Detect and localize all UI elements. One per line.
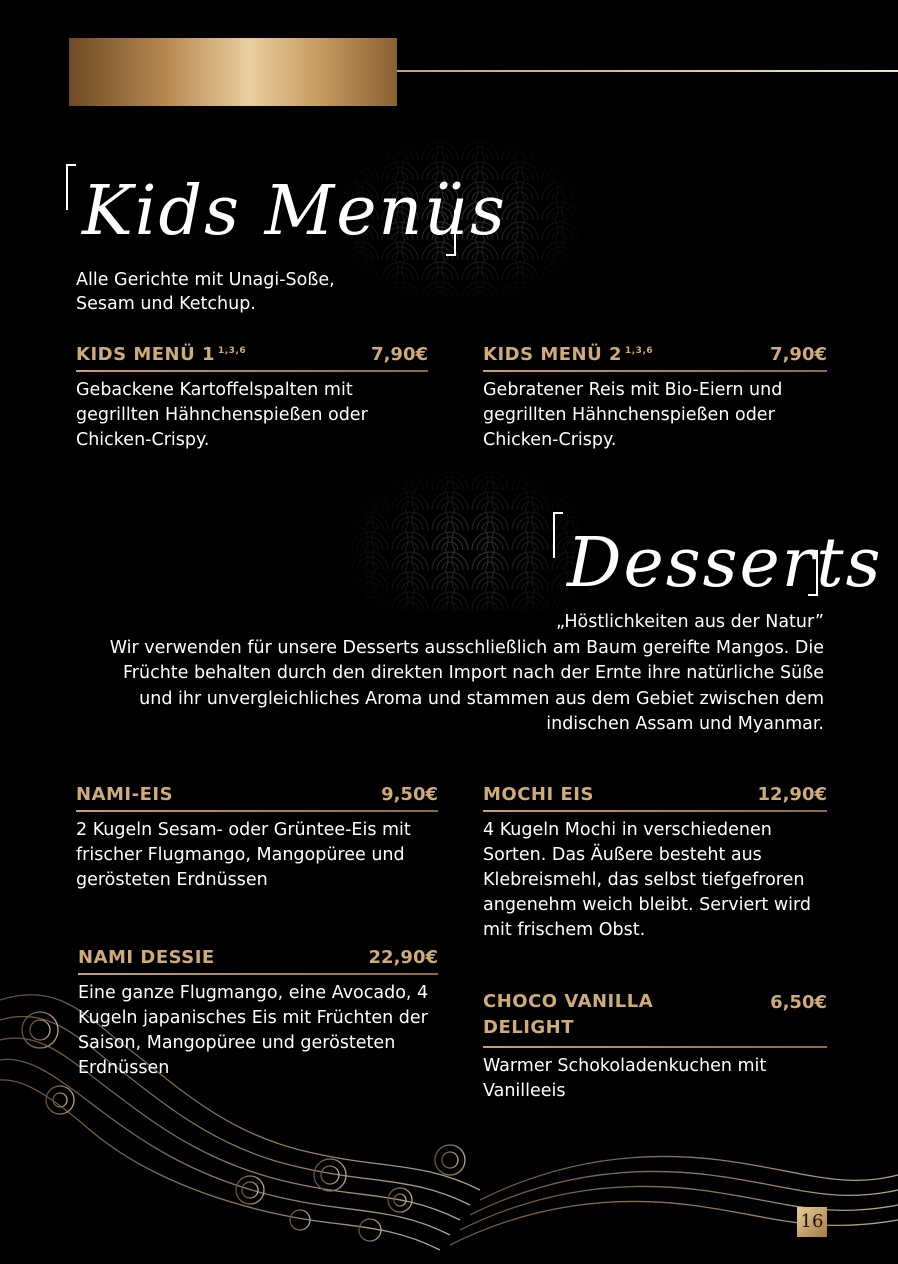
desserts-section-title: Desserts bbox=[567, 524, 883, 603]
item-name: NAMI-EIS bbox=[76, 784, 174, 805]
gold-header-line bbox=[397, 70, 898, 72]
kids-section-title: Kids Menüs bbox=[82, 172, 507, 251]
item-name: MOCHI EIS bbox=[483, 784, 594, 805]
menu-item-kids-1 bbox=[76, 340, 428, 453]
kids-title-bracket-open bbox=[66, 164, 76, 210]
desserts-title-bracket-close bbox=[808, 550, 818, 596]
gold-header-bar bbox=[69, 38, 397, 106]
allergen-codes: 1,3,6 bbox=[218, 346, 247, 356]
item-price: 9,50€ bbox=[381, 784, 438, 805]
quote-text: Wir verwenden für unsere Desserts ausschließlich am Baum gereifte Mangos. Die Früchte behalten durch den direkten Import nach der Ernte ihre natürliche Süße und ihr unvergleichliches Aroma und stammen aus dem Gebiet zwischen dem indischen Assam und Myanmar. bbox=[109, 637, 824, 734]
quote-title: „Höstlichkeiten aus der Natur” bbox=[555, 612, 824, 632]
item-description: 4 Kugeln Mochi in verschiedenen Sorten. Das Äußere besteht aus Klebreismehl, das selbst tiefgefroren angenehm weich bleibt. Serviert wird mit frischem Obst. bbox=[483, 820, 812, 940]
page-number: 16 bbox=[797, 1207, 827, 1237]
desserts-intro bbox=[104, 610, 824, 738]
item-price: 12,90€ bbox=[757, 784, 827, 805]
menu-item-choco-vanilla-delight bbox=[483, 990, 827, 1104]
menu-item-nami-dessie bbox=[78, 943, 438, 1081]
item-description: Gebratener Reis mit Bio-Eiern und gegrillten Hähnchenspießen oder Chicken-Crispy. bbox=[483, 380, 783, 450]
item-price: 7,90€ bbox=[371, 344, 428, 365]
item-description: Gebackene Kartoffelspalten mit gegrillten Hähnchenspießen oder Chicken-Crispy. bbox=[76, 380, 368, 450]
kids-intro-text: Alle Gerichte mit Unagi-Soße, Sesam und Ketchup. bbox=[76, 270, 335, 314]
item-description: Warmer Schokoladenkuchen mit Vanilleeis bbox=[483, 1056, 767, 1101]
item-description: Eine ganze Flugmango, eine Avocado, 4 Kugeln japanisches Eis mit Früchten der Saison, Mangopüree und gerösteten Erdnüssen bbox=[78, 983, 429, 1078]
item-description: 2 Kugeln Sesam- oder Grüntee-Eis mit frischer Flugmango, Mangopüree und gerösteten Erdnüssen bbox=[76, 820, 411, 890]
menu-item-nami-eis bbox=[76, 780, 438, 893]
kids-title-bracket-close bbox=[446, 210, 456, 256]
menu-item-kids-2 bbox=[483, 340, 827, 453]
menu-item-mochi-eis bbox=[483, 780, 827, 943]
seigaiha-pattern-middle bbox=[350, 470, 580, 610]
item-name: KIDS MENÜ 1 bbox=[76, 344, 215, 365]
item-price: 6,50€ bbox=[770, 992, 827, 1013]
desserts-title-bracket-open bbox=[553, 512, 563, 558]
item-price: 22,90€ bbox=[368, 947, 438, 968]
item-name: CHOCO VANILLA DELIGHT bbox=[483, 991, 654, 1038]
item-name: NAMI DESSIE bbox=[78, 947, 215, 968]
item-name: KIDS MENÜ 2 bbox=[483, 344, 622, 365]
allergen-codes: 1,3,6 bbox=[625, 346, 654, 356]
item-price: 7,90€ bbox=[770, 344, 827, 365]
